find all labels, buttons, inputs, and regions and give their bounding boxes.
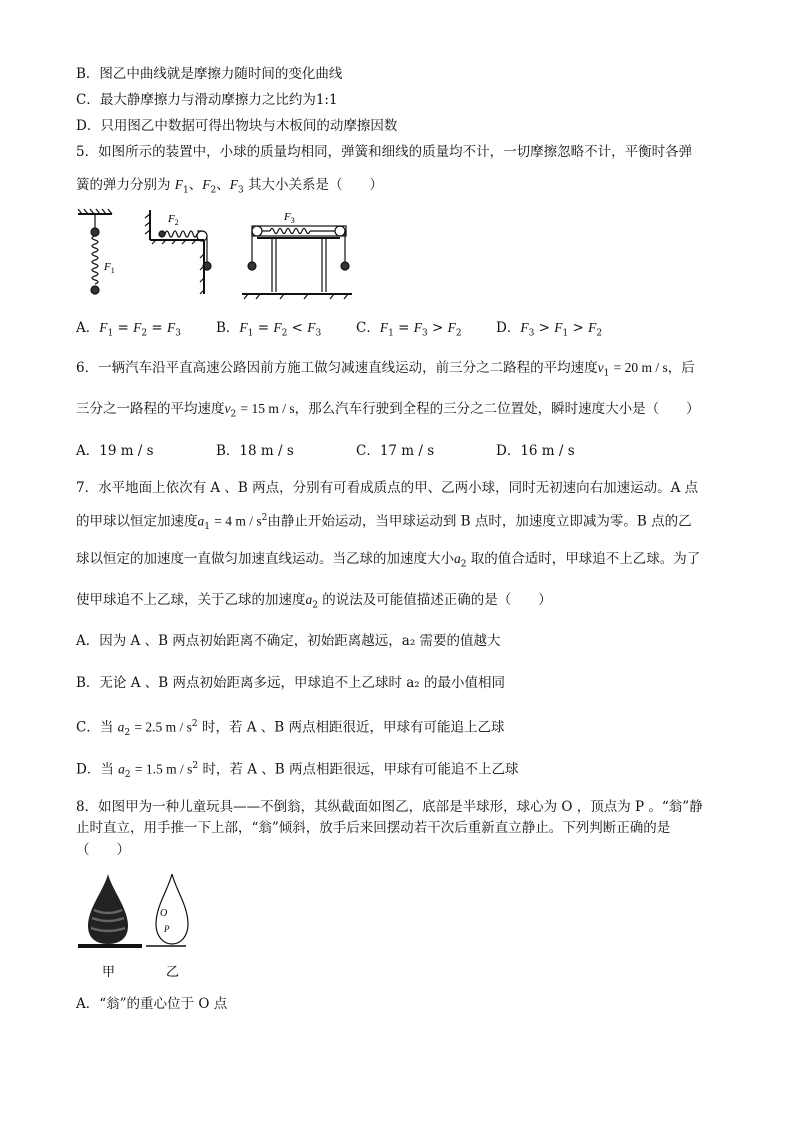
q5-fig-label-f3: $F_3$: [284, 211, 295, 225]
q7-line3-text-b: 取的值合适时，甲球追不上乙球。为了: [470, 551, 701, 567]
q7-line3: 球以恒定的加速度一直做匀加速直线运动。当乙球的加速度大小$a_2$ 取的值合适时，甲球追不上乙球。为了: [76, 551, 701, 570]
q5-stem-line1: 5．如图所示的装置中，小球的质量均相同，弹簧和细线的质量均不计，一切摩擦忽略不计，平衡时各弹: [76, 144, 693, 160]
q5-spring-figure: [72, 204, 352, 304]
q8-fig-label-o: O: [160, 908, 168, 919]
q7-option-c: C．当 $a_2 = 2.5$ m / $s^2$ 时，若 A 、B 两点相距很近，甲球有可能追上乙球: [76, 719, 505, 739]
q5-stem-text-b: 其大小关系是（ ）: [248, 177, 384, 193]
q7-option-c-value: = 2.5 m / s: [134, 719, 192, 735]
q8-fig-label-jia: 甲: [102, 965, 116, 980]
q6-option-a: A．19 m / s: [76, 443, 154, 459]
q6-v1-value: = 20 m / s: [613, 360, 668, 375]
q4-option-b: B．图乙中曲线就是摩擦力随时间的变化曲线: [76, 66, 343, 82]
q6-options: [76, 441, 636, 461]
q5-fig-label-f2: $F_2$: [168, 213, 179, 227]
q4-option-c: C．最大静摩擦力与滑动摩擦力之比约为1:1: [76, 92, 338, 108]
q6-stem2-text-a: 三分之一路程的平均速度: [76, 401, 225, 417]
q8-tumbler-figure: [76, 866, 196, 986]
q8-line3: （ ）: [76, 842, 130, 858]
q7-line2: 的甲球以恒定加速度$a_1 = 4$ m / $s^2$由静止开始运动，当甲球运动到 B 点时，加速度立即减为零。B 点的乙: [76, 513, 692, 533]
q7-option-c-text-b: 时，若 A 、B 两点相距很近，甲球有可能追上乙球: [201, 719, 505, 736]
q8-fig-label-p: P: [164, 924, 170, 934]
q7-line4-text-b: 的说法及可能值描述正确的是（ ）: [322, 592, 552, 608]
q6-stem-text-b: ，后: [667, 360, 695, 376]
q8-line1: 8．如图甲为一种儿童玩具——不倒翁，其纵截面如图乙，底部是半球形，球心为 O ，顶点为 P 。“翁”静: [76, 799, 703, 815]
q7-option-c-text-a: C．当: [76, 719, 114, 736]
q7-line2-text-b: 由静止开始运动，当甲球运动到 B 点时，加速度立即减为零。B 点的乙: [267, 513, 692, 530]
q5-option-c: C．$F_1 = F_3 > F_2$: [356, 320, 462, 339]
q8-line2: 止时直立，用手推一下上部，“翁”倾斜，放手后来回摆动若干次后重新直立静止。下列判断正确的是: [76, 820, 671, 836]
q6-option-b: B．18 m / s: [216, 443, 294, 459]
q7-option-d-value: = 1.5 m / s: [134, 761, 193, 777]
q4-option-d: D．只用图乙中数据可得出物块与木板间的动摩擦因数: [76, 118, 398, 134]
q6-v2-value: = 15 m / s: [240, 401, 295, 416]
q8-option-a: A．“翁”的重心位于 O 点: [76, 996, 228, 1012]
q6-stem2-text-b: ，那么汽车行驶到全程的三分之二位置处，瞬时速度大小是（ ）: [294, 401, 700, 417]
q5-stem-text-a: 簧的弹力分别为: [76, 177, 171, 193]
q6-stem-line1: 6．一辆汽车沿平直高速公路因前方施工做匀减速直线运动，前三分之二路程的平均速度$v_1 = 20$ m / s，后: [76, 360, 695, 379]
q5-options: [76, 318, 636, 344]
q5-option-d: D．$F_3 > F_1 > F_2$: [496, 320, 603, 339]
q8-fig-label-yi: 乙: [166, 965, 180, 980]
q5-fig-label-f1: $F_1$: [104, 261, 115, 275]
q7-option-d-text-a: D．当: [76, 761, 114, 778]
q7-option-d: D．当 $a_2 = 1.5$ m / $s^2$ 时，若 A 、B 两点相距很远，甲球有可能追不上乙球: [76, 761, 519, 781]
q7-line2-text-a: 的甲球以恒定加速度: [76, 513, 198, 530]
q6-option-d: D．16 m / s: [496, 443, 575, 459]
q7-line3-text-a: 球以恒定的加速度一直做匀加速直线运动。当乙球的加速度大小: [76, 551, 454, 567]
q7-line4-text-a: 使甲球追不上乙球，关于乙球的加速度: [76, 592, 306, 608]
q6-stem-line2: 三分之一路程的平均速度$v_2 = 15$ m / s，那么汽车行驶到全程的三分之二位置处，瞬时速度大小是（ ）: [76, 401, 700, 420]
q7-option-b: B．无论 A 、B 两点初始距离多远，甲球追不上乙球时 a₂ 的最小值相同: [76, 675, 506, 691]
q7-option-a: A．因为 A 、B 两点初始距离不确定，初始距离越远，a₂ 需要的值越大: [76, 633, 501, 649]
q5-option-b: B．$F_1 = F_2 < F_3$: [216, 320, 322, 339]
q7-a1-value: = 4 m / s: [214, 513, 262, 529]
q6-option-c: C．17 m / s: [356, 443, 435, 459]
q7-line1: 7．水平地面上依次有 A 、B 两点，分别有可看成质点的甲、乙两小球，同时无初速向右加速运动。A 点: [76, 480, 699, 496]
q7-line4: 使甲球追不上乙球，关于乙球的加速度$a_2$ 的说法及可能值描述正确的是（ ）: [76, 592, 552, 611]
q5-stem-line2: 簧的弹力分别为 $F_1$、$F_2$、$F_3$ 其大小关系是（ ）: [76, 177, 384, 196]
q6-stem-text-a: 6．一辆汽车沿平直高速公路因前方施工做匀减速直线运动，前三分之二路程的平均速度: [76, 360, 598, 376]
q7-option-d-text-b: 时，若 A 、B 两点相距很远，甲球有可能追不上乙球: [202, 761, 519, 778]
q5-option-a: A．$F_1 = F_2 = F_3$: [76, 320, 182, 339]
